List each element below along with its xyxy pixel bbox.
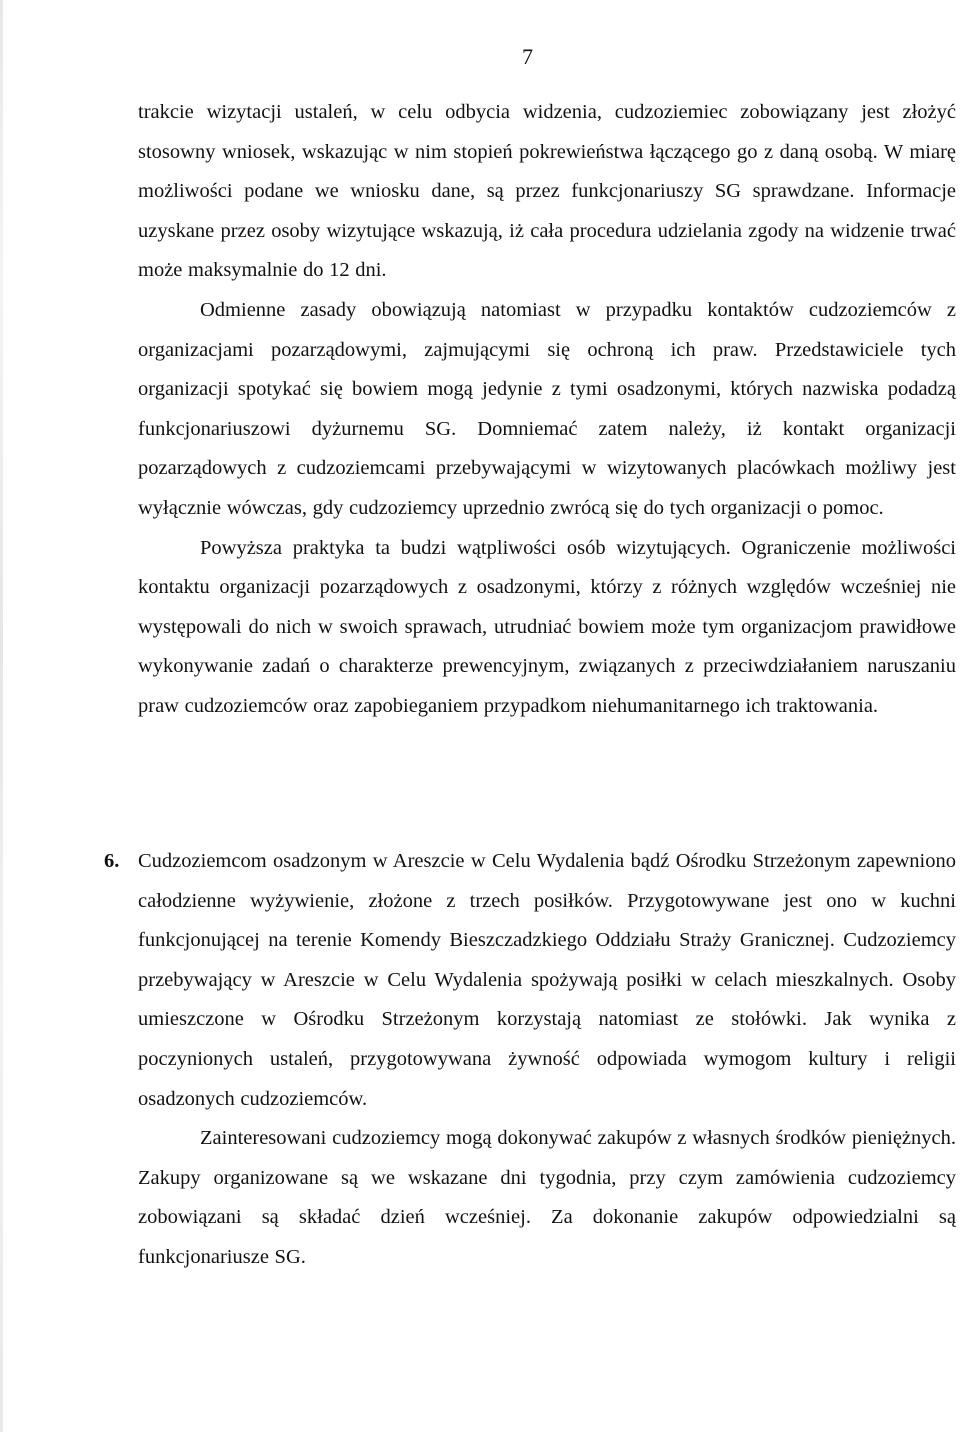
text-block-2 xyxy=(138,842,956,1278)
paragraph: Odmienne zasady obowiązują natomiast w przypadku kontaktów cudzoziemców z organizacjami pozarządowymi, zajmującymi się ochroną ich praw. Przedstawiciele tych organizacji spotykać się bowiem mogą jedynie z tymi osadzonymi, których nazwiska podadzą funkcjonariuszowi dyżurnemu SG. Domniemać zatem należy, iż kontakt organizacji pozarządowych z cudzoziemcami przebywającymi w wizytowanych placówkach możliwy jest wyłącznie wówczas, gdy cudzoziemcy uprzednio zwrócą się do tych organizacji o pomoc. xyxy=(138,298,956,519)
page-number: 7 xyxy=(522,44,533,69)
paragraph: Cudzoziemcom osadzonym w Areszcie w Celu Wydalenia bądź Ośrodku Strzeżonym zapewniono całodzienne wyżywienie, złożone z trzech posiłków. Przygotowywane jest ono w kuchni funkcjonującej na terenie Komendy Bieszczadzkiego Oddziału Straży Granicznej. Cudzoziemcy przebywający w Areszcie w Celu Wydalenia spożywają posiłki w celach mieszkalnych. Osoby umieszczone w Ośrodku Strzeżonym korzystają natomiast ze stołówki. Jak wynika z poczynionych ustaleń, przygotowywana żywność odpowiada wymogom kultury i religii osadzonych cudzoziemców. xyxy=(138,850,956,1110)
paragraph: trakcie wizytacji ustaleń, w celu odbycia widzenia, cudzoziemiec zobowiązany jest złożyć stosowny wniosek, wskazując w nim stopień pokrewieństwa łączącego go z daną osobą. W miarę możliwości podane we wniosku dane, są przez funkcjonariuszy SG sprawdzane. Informacje uzyskane przez osoby wizytujące wskazują, iż cała procedura udzielania zgody na widzenie trwać może maksymalnie do 12 dni. xyxy=(138,101,956,282)
paragraph: Zainteresowani cudzoziemcy mogą dokonywać zakupów z własnych środków pieniężnych. Zakupy organizowane są we wskazane dni tygodnia, przy czym zamówienia cudzoziemcy zobowiązani są składać dzień wcześniej. Za dokonanie zakupów odpowiedzialni są funkcjonariusze SG. xyxy=(138,1127,956,1268)
text-block-1 xyxy=(138,93,956,727)
list-item-number: 6. xyxy=(104,850,120,872)
paragraph: Powyższa praktyka ta budzi wątpliwości osób wizytujących. Ograniczenie możliwości kontaktu organizacji pozarządowych z osadzonymi, którzy z różnych względów wcześniej nie występowali do nich w swoich sprawach, utrudniać bowiem może tym organizacjom prawidłowe wykonywanie zadań o charakterze prewencyjnym, związanych z przeciwdziałaniem naruszaniu praw cudzoziemców oraz zapobieganiem przypadkom niehumanitarnego ich traktowania. xyxy=(138,536,956,717)
scan-edge-shadow xyxy=(0,0,3,1432)
